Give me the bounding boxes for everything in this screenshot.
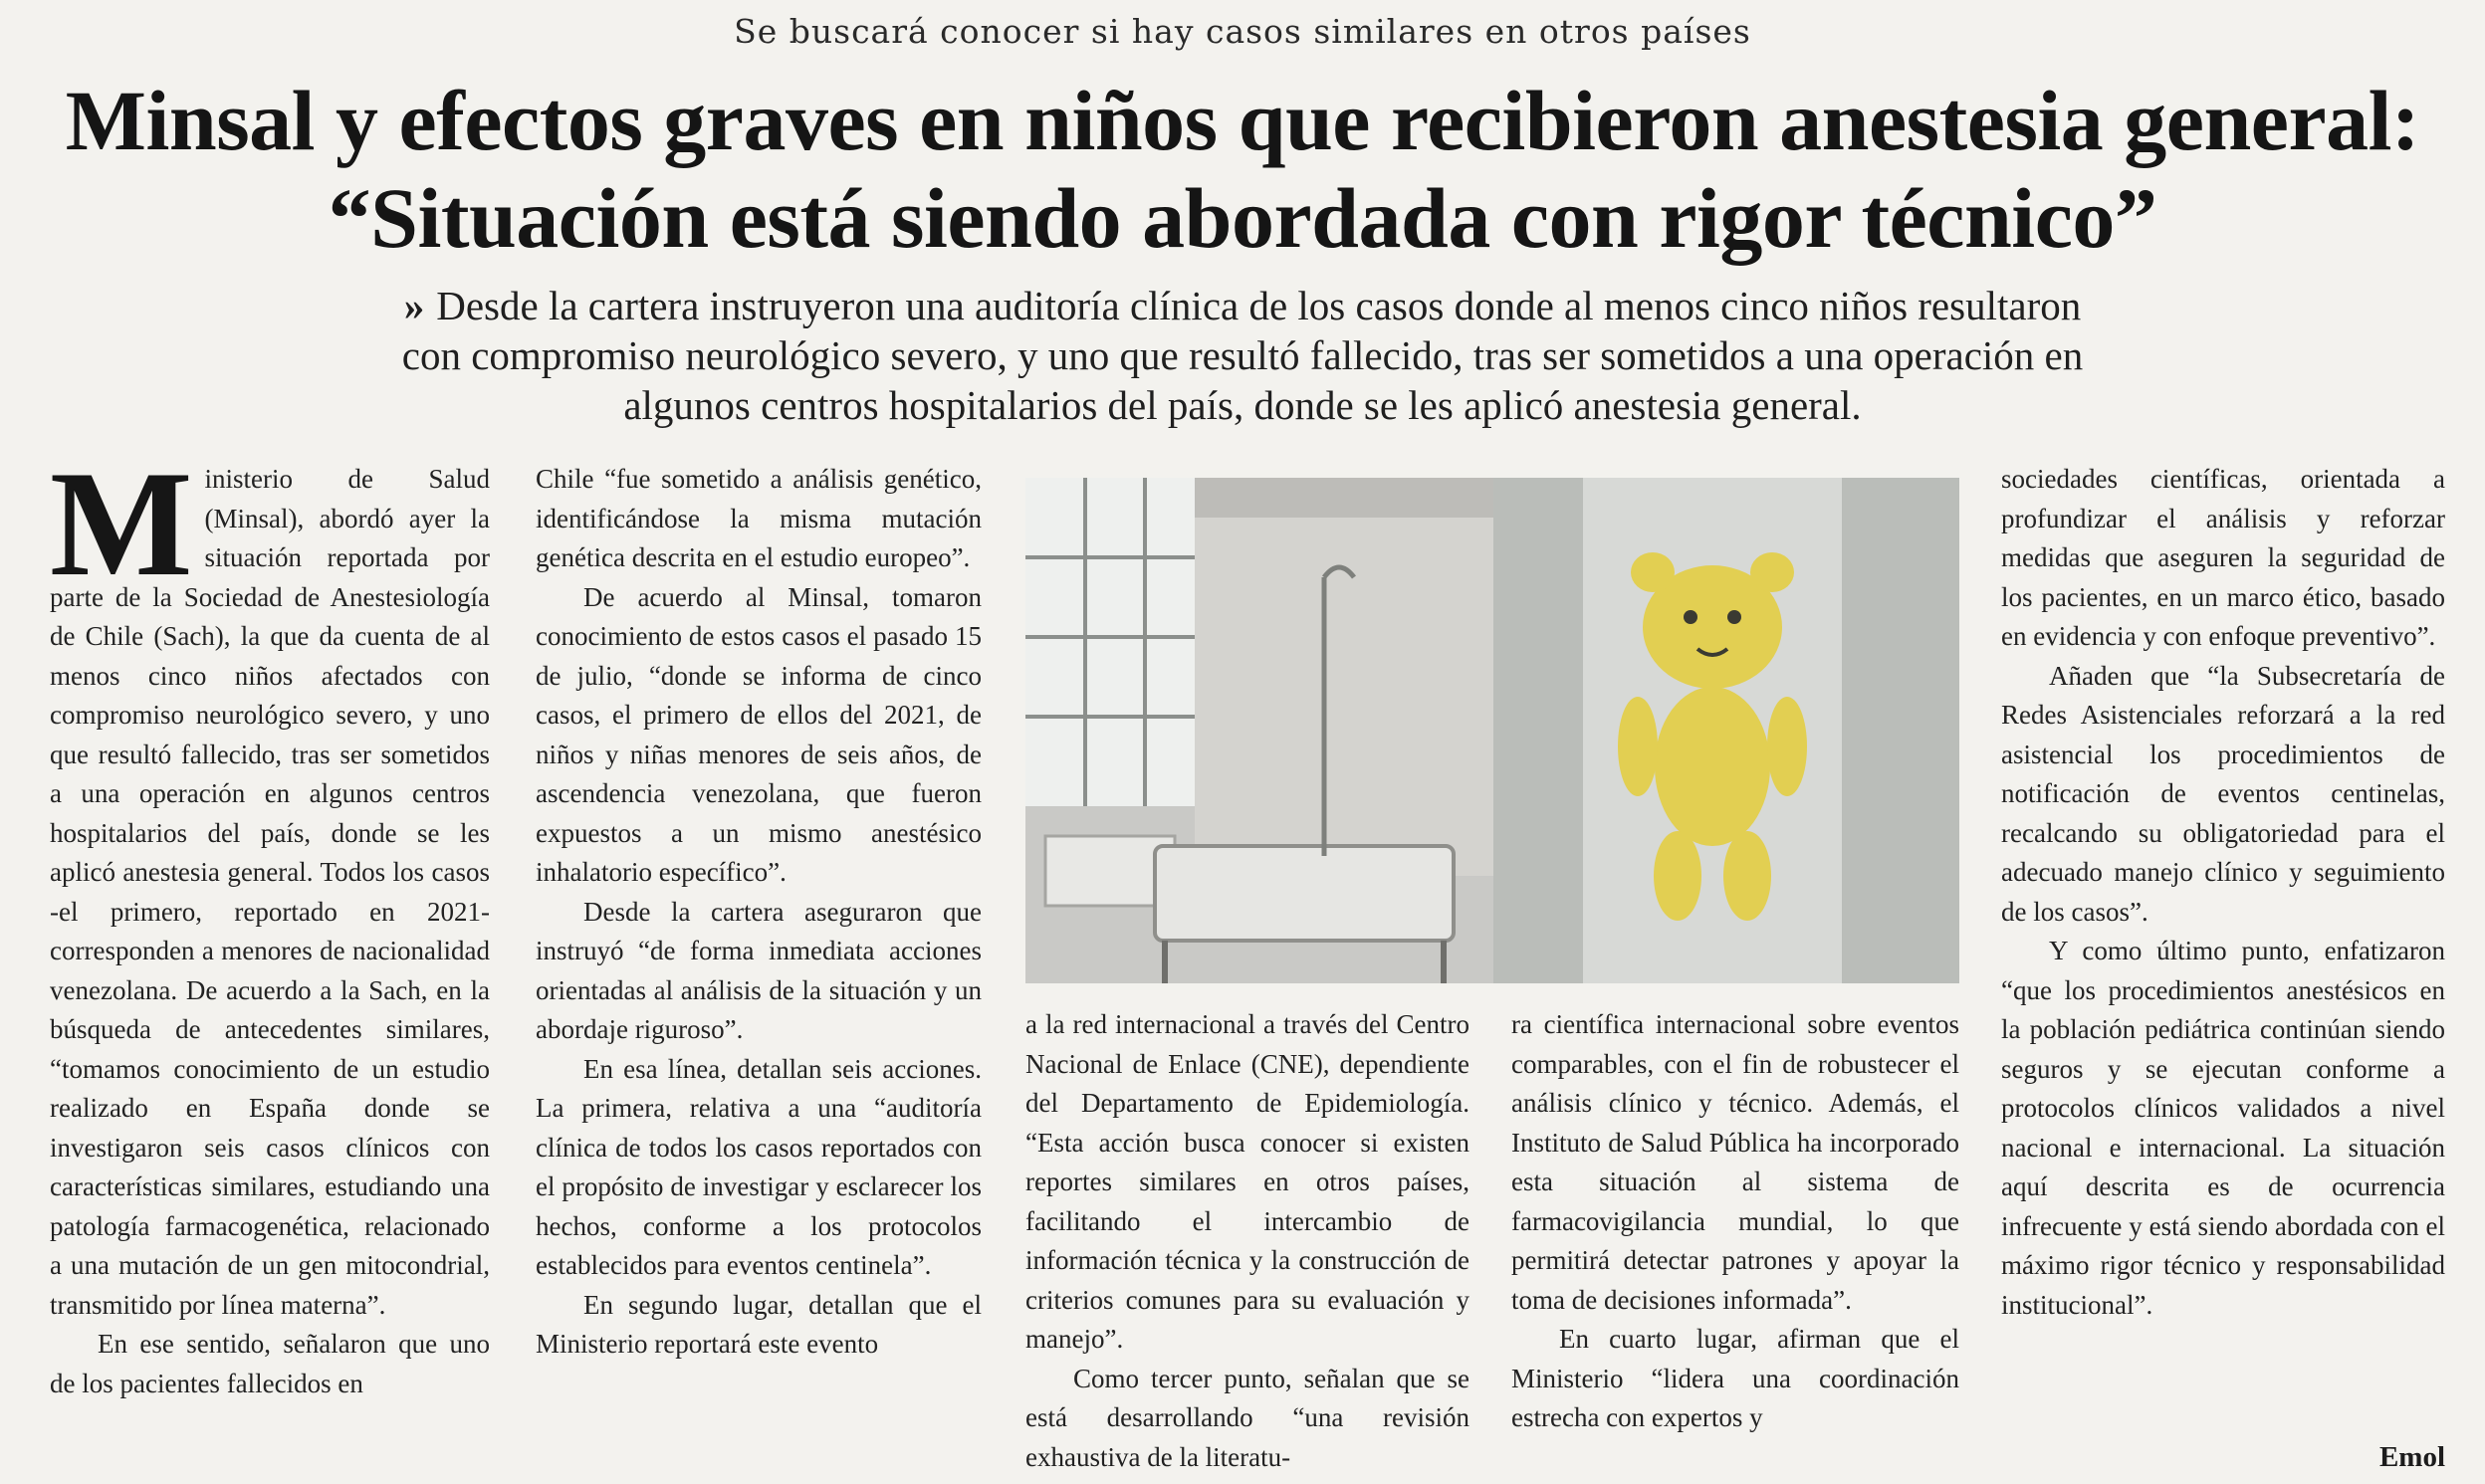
- drop-cap: M: [50, 440, 193, 607]
- article-paragraph: sociedades científicas, orientada a profundizar el análisis y reforzar medidas que aseguren la seguridad de los pacientes, en un marco ético, basado en evidencia y con enfoque preventivo”.: [2001, 464, 2445, 651]
- chevron-right-icon: »: [403, 283, 425, 328]
- article-paragraph: En cuarto lugar, afirman que el Ministerio “lidera una coordinación estrecha con expertos y: [1511, 1324, 1959, 1432]
- room-wall: [1195, 478, 1493, 876]
- article-paragraph: Desde la cartera aseguraron que instruyó “de forma inmediata acciones orientadas al análisis de la situación y un abordaje riguroso”.: [536, 896, 982, 1044]
- article-paragraph: En segundo lugar, detallan que el Ministerio reportará este evento: [536, 1289, 982, 1359]
- article-kicker: Se buscará conocer si hay casos similares en otros países: [734, 12, 1751, 51]
- hospital-room-illustration: [1025, 478, 1959, 983]
- article-column-1: [50, 440, 490, 1467]
- article-column-3: [1025, 1005, 1469, 1472]
- article-paragraph: [50, 440, 490, 1325]
- ceiling: [1195, 478, 1493, 518]
- article-column-2: [536, 460, 982, 1467]
- article-paragraph: Como tercer punto, señalan que se está desarrollando “una revisión exhaustiva de la literatu-: [1025, 1363, 1469, 1472]
- article-headline: Minsal y efectos graves en niños que recibieron anestesia general: “Situación está siendo abordada con rigor técnico”: [65, 73, 2420, 266]
- article-paragraph: Chile “fue sometido a análisis genético, identificándose la misma mutación genética descrita en el estudio europeo”.: [536, 464, 982, 572]
- article-paragraph: En esa línea, detallan seis acciones. La primera, relativa a una “auditoría clínica de todos los casos reportados con el propósito de investigar y esclarecer los hechos, conforme a los protocolos establecidos para eventos centinela”.: [536, 1053, 982, 1280]
- article-column-5: [2001, 460, 2445, 1455]
- article-paragraph: De acuerdo al Minsal, tomaron conocimiento de estos casos el pasado 15 de julio, “donde se informa de cinco casos, el primero de ellos del 2021, de niños y niñas menores de seis años, de ascendencia venezolana, que fueron expuestos a un mismo anestésico inhalatorio específico”.: [536, 581, 982, 887]
- article-paragraph: a la red internacional a través del Centro Nacional de Enlace (CNE), dependiente del Departamento de Epidemiología. “Esta acción busca conocer si existen reportes similares en otros países, facilitando el intercambio de información técnica y la construcción de criterios comunes para su evaluación y manejo”.: [1025, 1009, 1469, 1354]
- window-icon: [1025, 478, 1195, 806]
- hospital-room-photo: [1025, 478, 1959, 983]
- article-source-signature: Emol: [2378, 1441, 2445, 1473]
- article-paragraph: Añaden que “la Subsecretaría de Redes Asistenciales reforzará a la red asistencial los procedimientos de notificación de eventos centinelas, recalcando su obligatoriedad para el adecuado manejo clínico y seguimiento de los casos”.: [2001, 660, 2445, 927]
- article-paragraph: Y como último punto, enfatizaron “que los procedimientos anestésicos en la población pediátrica continúan siendo seguros y se ejecutan conforme a protocolos clínicos validados a nivel nacional e internacional. La situación aquí descrita es de ocurrencia infrecuente y está siendo abordada con el máximo rigor técnico y responsabilidad institucional”.: [2001, 936, 2445, 1320]
- article-dek-text: Desde la cartera instruyeron una auditoría clínica de los casos donde al menos cinco niños resultaron con compromiso neurológico severo, y uno que resultó fallecido, tras ser sometidos a una operación en algunos centros hospitalarios del país, donde se les aplicó anestesia general.: [401, 283, 2084, 428]
- article-dek: [378, 281, 2107, 430]
- hospital-bed-icon: [1155, 846, 1454, 941]
- article-paragraph: ra científica internacional sobre eventos comparables, con el fin de robustecer el análisis clínico y técnico. Además, el Instituto de Salud Pública ha incorporado esta situación al sistema de farmacovigilancia mundial, lo que permitirá detectar patrones y apoyar la toma de decisiones informada”.: [1511, 1009, 1959, 1315]
- article-paragraph: En ese sentido, señalaron que uno de los pacientes fallecidos en: [50, 1329, 490, 1398]
- paragraph-text: inisterio de Salud (Minsal), abordó ayer la situación reportada por parte de la Sociedad de Anestesiología de Chile (Sach), la que da cuenta de al menos cinco niños afectados con compromiso neurológico severo, y uno que resultó fallecido, tras ser sometidos a una operación en algunos centros hospitalarios del país, donde se les aplicó anestesia general. Todos los casos -el primero, reportado en 2021- corresponden a menores de nacionalidad venezolana. De acuerdo a la Sach, en la búsqueda de antecedentes similares, “tomamos conocimiento de un estudio realizado en España donde se investigaron seis casos clínicos con características similares, estudiando una patología farmacogenética, relacionado a una mutación de un gen mitocondrial, transmitido por línea materna”.: [50, 464, 490, 1320]
- article-column-4: [1511, 1005, 1959, 1467]
